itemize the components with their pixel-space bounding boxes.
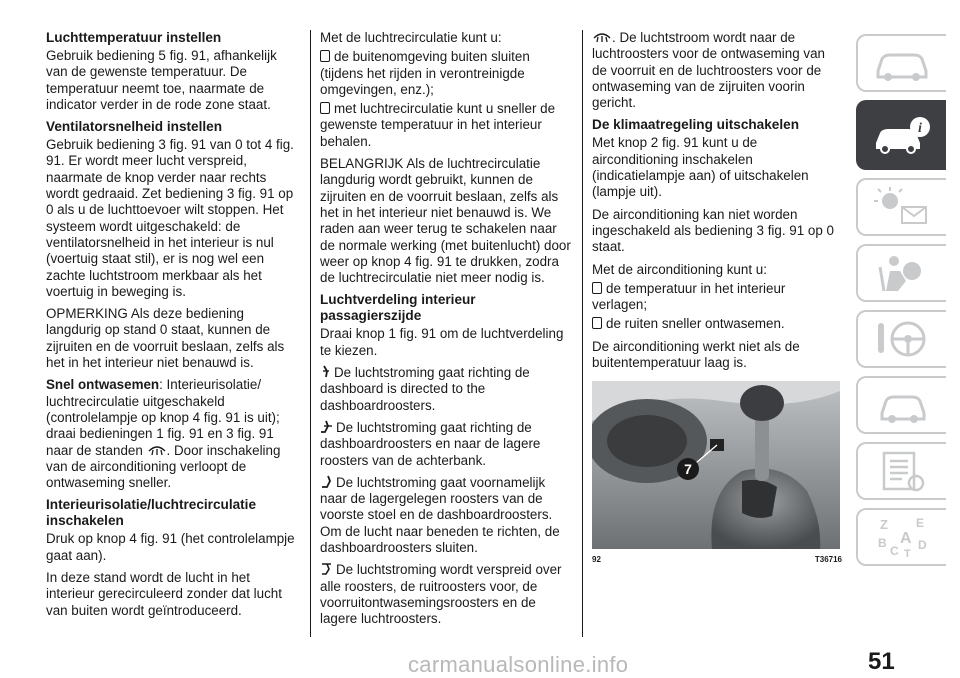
- paragraph-note: OPMERKING Als deze bediening langdurig op stand 0 staat, kunnen de zijruiten en de voorruit beslaan, zelfs als het in het interieur niet benauwd is.: [46, 306, 285, 371]
- air-to-feet-icon: [320, 475, 336, 489]
- list-item: De luchtstroming gaat richting de dashboardroosters en naar de lagere roosters van de achterbank.: [320, 419, 541, 468]
- paragraph: Druk op knop 4 fig. 91 (het controlelampje gaat aan).: [46, 531, 295, 563]
- list-item: De luchtstroming gaat voornamelijk naar de lagergelegen roosters van de voorste stoel en de dashboardroosters. Om de lucht naar beneden te richten, de dashboardroosters sluiten.: [320, 474, 560, 556]
- tab-vehicle[interactable]: [856, 34, 946, 92]
- paragraph-defrost: . De luchtstroom wordt naar de luchtroosters voor de ontwaseming van de voorruit en de luchtroosters voor de ontwaseming van de zijruiten voorin gericht.: [592, 30, 825, 111]
- list-item: de ruiten sneller ontwasemen.: [592, 316, 842, 332]
- heading-air-distribution: Luchtverdeling interieur passagierszijde: [320, 292, 476, 324]
- index-icon: [872, 515, 932, 559]
- figure-caption: [592, 552, 842, 568]
- svg-text:E: E: [916, 516, 925, 530]
- tab-safety[interactable]: [856, 244, 946, 302]
- tab-starting-driving[interactable]: [856, 310, 946, 368]
- checkbox-bullet-icon: [592, 317, 602, 329]
- air-to-face-icon: [320, 365, 334, 379]
- column-3: . De luchtstroom wordt naar de luchtroosters voor de ontwaseming van de voorruit en de luchtroosters voor de ontwaseming van de zijruiten voorin gericht. De klimaatregeling uitschakelen Met knop 2 fig. 91 kunt u de airconditioning inschakelen (indicatielampje aan) of uitschakelen (lampje uit). De airconditioning kan niet worden ingeschakeld als bediening 3 fig. 91 op 0 staat. Met de airconditioning kunt u: de temperatuur in het interieur verlagen; de ruiten sneller ontwasemen. De airconditioning werkt niet als de buitentemperatuur laag is. 7 92 T36716: [592, 30, 842, 569]
- paragraph: Gebruik bediening 3 fig. 91 van 0 tot 4 fig. 91. Er wordt meer lucht verspreid, naarmate de knop verder naar rechts wordt gedraaid. Zet bediening 3 fig. 91 op 0 als u de luchttoevoer wilt stoppen. Het systeem wordt uitgeschakeld: de ventilatorsnelheid in het interieur is nul (voertuig staat stil), er is nog wel een zachte luchtstroom merkbaar als het voertuig in beweging is.: [46, 137, 294, 299]
- air-to-face-and-feet-icon: [320, 420, 336, 434]
- column-divider: [582, 30, 583, 637]
- car-info-icon: [872, 113, 932, 157]
- car-service-icon: [872, 383, 932, 427]
- svg-text:D: D: [918, 538, 927, 552]
- tab-vehicle-info[interactable]: [856, 100, 946, 170]
- checkbox-bullet-icon: [320, 50, 330, 62]
- tab-technical-data[interactable]: [856, 442, 946, 500]
- svg-text:T: T: [904, 548, 911, 559]
- column-1: [46, 30, 300, 625]
- list-item: de buitenomgeving buiten sluiten (tijdens het rijden in verontreinigde omgevingen, enz.);: [320, 49, 530, 97]
- heading-recirculation: Interieurisolatie/luchtrecirculatie inschakelen: [46, 497, 257, 529]
- column-divider: [310, 30, 311, 637]
- svg-text:Z: Z: [880, 517, 888, 532]
- warning-lights-icon: [872, 185, 932, 229]
- heading-fan-speed: Ventilatorsnelheid instellen: [46, 119, 223, 135]
- figure-code: T36716: [814, 555, 842, 565]
- paragraph: De airconditioning werkt niet als de buitentemperatuur laag is.: [592, 338, 800, 371]
- heading-climate-off: De klimaatregeling uitschakelen: [592, 117, 800, 133]
- tab-emergency[interactable]: [856, 376, 946, 434]
- heading-temperature: Luchttemperatuur instellen: [46, 30, 222, 45]
- paragraph-quick-defrost: Snel ontwasemen: Interieurisolatie/ luchtrecirculatie uitgeschakeld (controlelampje op knop 4 fig. 91 is uit); draai bedieningen 1 fig. 91 en 3 fig. 91 naar de standen . Door inschakeling van de airconditioning verloopt de ontwaseming sneller.: [46, 377, 281, 491]
- steering-icon: [872, 317, 932, 361]
- paragraph: De airconditioning kan niet worden ingeschakeld als bediening 3 fig. 91 op 0 staat.: [592, 206, 834, 255]
- watermark: carmanualsonline.info: [408, 652, 629, 677]
- figure-number: 92: [592, 555, 601, 565]
- svg-text:B: B: [878, 536, 887, 550]
- car-outline-icon: [872, 41, 932, 85]
- svg-text:A: A: [900, 530, 912, 547]
- tab-index[interactable]: [856, 508, 946, 566]
- column-2: Met de luchtrecirculatie kunt u: de buitenomgeving buiten sluiten (tijdens het rijden in verontreinigde omgevingen, enz.); met luchtrecirculatie kunt u sneller de gewenste temperatuur in het interieur behalen. BELANGRIJK Als de luchtrecirculatie langdurig wordt gebruikt, kunnen de zijruiten en de voorruit beslaan, zelfs als het in het interieur niet benauwd is. We raden aan weer terug te schakelen naar de normale werking (met buitenlucht) door weer op knop 4 fig. 91 te drukken, zodra de luchtrecirculatie niet meer nodig is. Luchtverdeling interieur passagierszijde Draai knop 1 fig. 91 om de luchtverdeling te kiezen. De luchtstroming gaat richting de dashboard is directed to the dashboardroosters. De luchtstroming gaat richting de dashboardroosters en naar de lagere roosters van de achterbank. De luchtstroming gaat voornamelijk naar de lagergelegen roosters van de voorste stoel en de dashboardroosters. Om de lucht naar beneden te richten, de dashboardroosters sluiten. De luchtstroming wordt verspreid over alle roosters, de ruitroosters voor, de voorruitontwasemingsroosters en de lagere luchtroosters.: [320, 30, 574, 634]
- list-item: De luchtstroming gaat richting de dashboard is directed to the dashboardroosters.: [320, 365, 530, 413]
- air-to-all-icon: [320, 562, 336, 576]
- chapter-sidebar: [856, 34, 960, 574]
- list-item: de temperatuur in het interieur verlagen;: [592, 280, 786, 313]
- paragraph: Gebruik bediening 5 fig. 91, afhankelijk van de gewenste temperatuur. De temperatuur neemt toe, naarmate de indicator verder in de rode zone staat.: [46, 48, 277, 112]
- list-item: De luchtstroming wordt verspreid over alle roosters, de ruitroosters voor, de voorruitontwasemingsroosters en de lagere luchtroosters.: [320, 562, 562, 627]
- gear-lever-illustration: [592, 381, 840, 549]
- airbag-icon: [872, 251, 932, 295]
- page-number: 51: [868, 648, 895, 675]
- paragraph-important: BELANGRIJK Als de luchtrecirculatie langdurig wordt gebruikt, kunnen de zijruiten en de voorruit beslaan, zelfs als het in het interieur niet benauwd is. We raden aan weer terug te schakelen naar de normale werking (met buitenlucht) door weer op knop 4 fig. 91 te drukken, zodra de luchtrecirculatie niet meer nodig is.: [320, 156, 571, 286]
- defrost-icon: [592, 31, 612, 44]
- list-icon: [872, 449, 932, 493]
- checkbox-bullet-icon: [320, 102, 330, 114]
- checkbox-bullet-icon: [592, 282, 602, 294]
- dashboard-photo: [592, 381, 840, 549]
- svg-text:i: i: [918, 121, 922, 136]
- svg-text:C: C: [890, 544, 899, 558]
- callout-number: 7: [684, 461, 692, 478]
- paragraph: In deze stand wordt de lucht in het interieur gerecirculeerd zonder dat lucht van buiten wordt geïntroduceerd.: [46, 570, 282, 618]
- paragraph: Draai knop 1 fig. 91 om de luchtverdeling te kiezen.: [320, 326, 564, 358]
- tab-warning-lights[interactable]: [856, 178, 946, 236]
- paragraph: Met knop 2 fig. 91 kunt u de airconditioning inschakelen (indicatielampje aan) of uitschakelen (lampje uit).: [592, 135, 809, 200]
- list-item: met luchtrecirculatie kunt u sneller de gewenste temperatuur in het interieur behalen.: [320, 101, 556, 149]
- defrost-icon: [147, 444, 167, 457]
- label-quick-defrost: Snel ontwasemen: [46, 377, 160, 393]
